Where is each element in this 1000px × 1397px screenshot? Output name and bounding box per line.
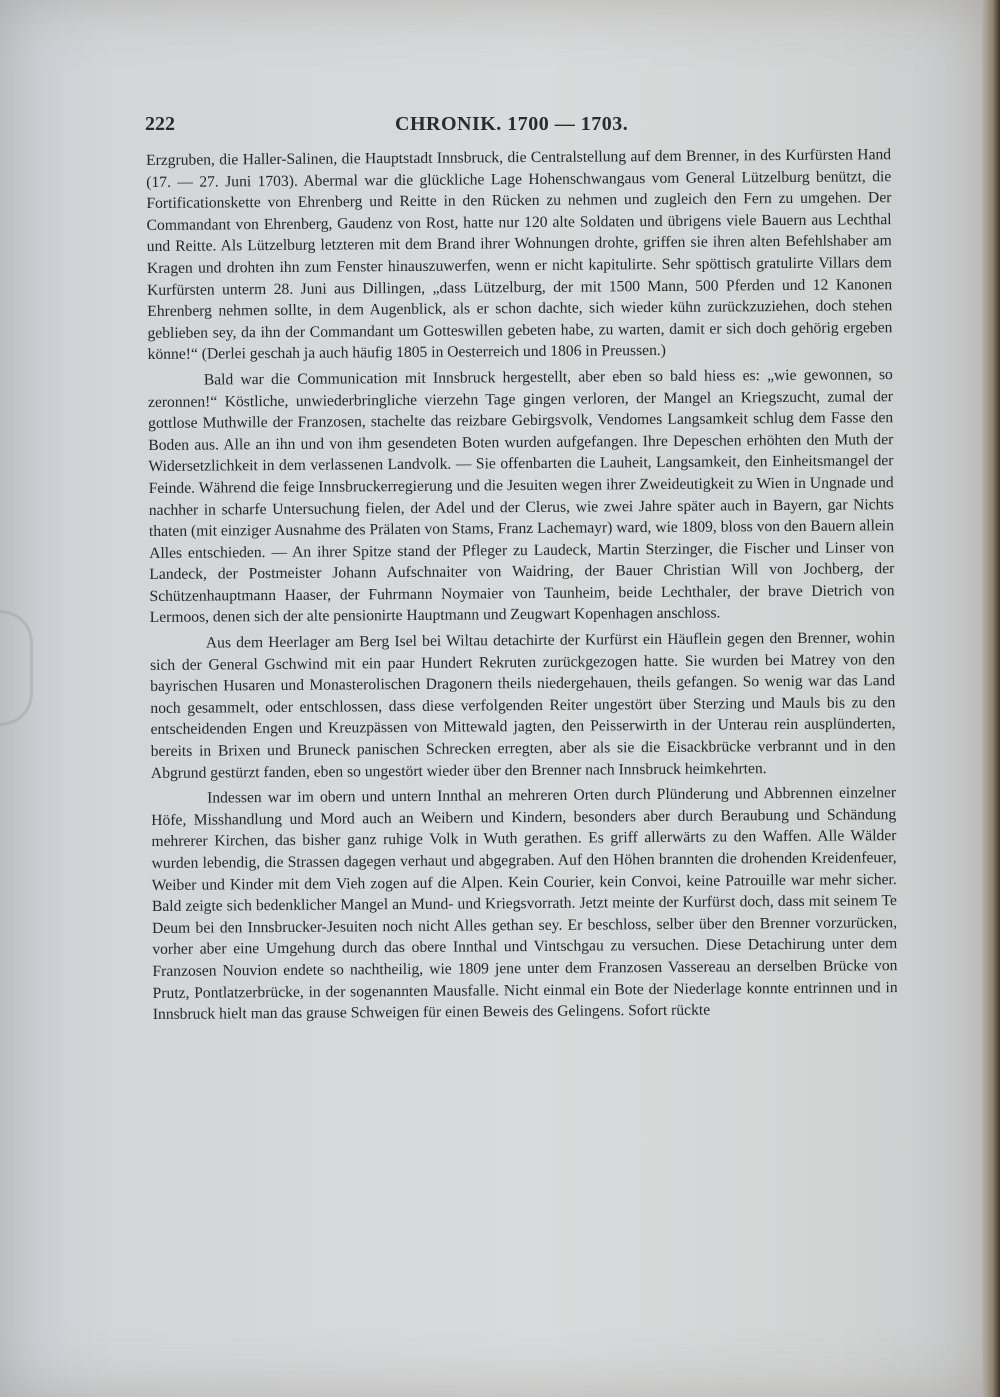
body-text bbox=[146, 144, 898, 1026]
paragraph: Bald war die Communication mit Innsbruck hergestellt, aber eben so bald hiess es: „wie gewonnen, so zeronnen!“ Köstliche, unwiederbringliche vierzehn Tage gingen verloren, der Mangel an Kriegszucht, zumal der gottlose Muthwille der Franzosen, stachelte das reizbare Gebirgsvolk, Vendomes Langsamkeit schlug dem Fasse den Boden aus. Alle an ihn und von ihm gesendeten Boten wurden aufgefangen. Ihre Depeschen erhöhten den Muth der Widersetzlichkeit in dem verlassenen Landvolk. — Sie offenbarten die Lauheit, Langsamkeit, den Einheitsmangel der Feinde. Während die feige Innsbruckerregierung und die Jesuiten wegen ihrer Zweideutigkeit zu Wien in Ungnade und nachher in scharfe Untersuchung fielen, der Adel und der Clerus, wie zwei Jahre später auch in Bayern, gar Nichts thaten (mit einziger Ausnahme des Prälaten von Stams, Franz Lachemayr) ward, wie 1809, bloss von den Bauern allein Alles entschieden. — An ihrer Spitze stand der Pfleger zu Laudeck, Martin Sterzinger, die Fischer und Linser von Landeck, der Postmeister Johann Aufschnaiter von Waidring, der Bauer Christian Will von Jochberg, der Schützenhauptmann Haaser, der Fuhrmann Noymaier von Taunheim, beide Lechthaler, der brave Dietrich von Lermoos, denen sich der alte pensionirte Hauptmann und Zeugwart Kopenhagen anschloss. bbox=[147, 366, 895, 627]
page-number: 222 bbox=[145, 113, 175, 135]
page-edge bbox=[982, 0, 1000, 1397]
page-header bbox=[145, 113, 890, 141]
running-head: CHRONIK. 1700 — 1703. bbox=[395, 113, 629, 135]
paragraph: Erzgruben, die Haller-Salinen, die Hauptstadt Innsbruck, die Centralstellung auf dem Brenner, in des Kurfürsten Hand (17. — 27. Juni 1703). Abermal war die glückliche Lage Hohenschwangaus vom General Lützelburg benützt, die Fortificationskette von Ehrenberg und Reitte in den Rücken zu nehmen und zugleich den Fern zu umgehen. Der Commandant von Ehrenberg, Gaudenz von Rost, hatte nur 120 alte Soldaten und übrigens viele Bauern aus Lechthal und Reitte. Als Lützelburg letzteren mit dem Brand ihrer Wohnungen drohte, griffen sie ihren alten Befehlshaber am Kragen und drohten ihn zum Fenster hinauszuwerfen, wenn er nicht kapitulirte. Sehr spöttisch gratulirte Villars dem Kurfürsten unterm 28. Juni aus Dillingen, „dass Lützelburg, der mit 1500 Mann, 500 Pferden und 12 Kanonen Ehrenberg nehmen sollte, in dem Augenblick, als er schon dachte, sich wieder kühn zurückzuziehen, doch stehen geblieben sey, da ihn der Commandant um Gotteswillen gebeten habe, zu warten, damit er sich doch gehörig ergeben könne!“ (Derlei geschah ja auch häufig 1805 in Oesterreich und 1806 in Preussen.) bbox=[146, 146, 893, 364]
paragraph: Aus dem Heerlager am Berg Isel bei Wiltau detachirte der Kurfürst ein Häuflein gegen den Brenner, wohin sich der General Gschwind mit ein paar Hundert Rekruten zurückgezogen hatte. Sie wurden bei Matrey von den bayrischen Husaren und Monasterolischen Dragonern theils niedergehauen, theils gefangen. So wenig war das Land noch gesammelt, oder entschlossen, dass diese verfolgenden Reiter ungestört über Sterzing und Mauls bis zu den entscheidenden Engen und Kreuzpässen von Mittewald jagten, den Peisserwirth in der Unterau rein ausplünderten, bereits in Brixen und Bruneck panischen Schrecken erregten, aber als sie die Eisackbrücke verbrannt und in den Abgrund gestürzt fanden, eben so ungestört wieder über den Brenner nach Innsbruck heimkehrten. bbox=[149, 629, 896, 782]
paragraph: Indessen war im obern und untern Innthal an mehreren Orten durch Plünderung und Abbrennen einzelner Höfe, Misshandlung und Mord auch an Weibern und Kindern, besonders aber durch Beraubung und Schändung mehrerer Kirchen, das bisher ganz ruhige Volk in Wuth gerathen. Es griff allerwärts zu den Waffen. Alle Wälder wurden lebendig, die Strassen dagegen verhaut und abgegraben. Auf den Höhen brannten die drohenden Kreidenfeuer, Weiber und Kinder mit dem Vieh zogen auf die Alpen. Kein Courier, kein Convoi, keine Patrouille war mehr sicher. Bald zeigte sich bedenklicher Mangel an Mund- und Kriegsvorrath. Jetzt meinte der Kurfürst doch, dass mit seinem Te Deum bei den Innsbrucker-Jesuiten noch nicht Alles gethan sey. Er beschloss, selber über den Brenner vorzurücken, vorher aber eine Umgehung durch das obere Innthal und Vintschgau zu versuchen. Diese Detachirung unter dem Franzosen Nouvion endete so nachtheilig, wie 1809 jene unter dem Franzosen Vassereau an derselben Brücke von Prutz, Pontlatzerbrücke, in der sogenannten Mausfalle. Nicht einmal ein Bote der Niederlage konnte entrinnen und in Innsbruck hielt man das grause Schweigen für einen Beweis des Gelingens. Sofort rückte bbox=[151, 784, 898, 1024]
page-clip-shadow bbox=[0, 610, 33, 726]
